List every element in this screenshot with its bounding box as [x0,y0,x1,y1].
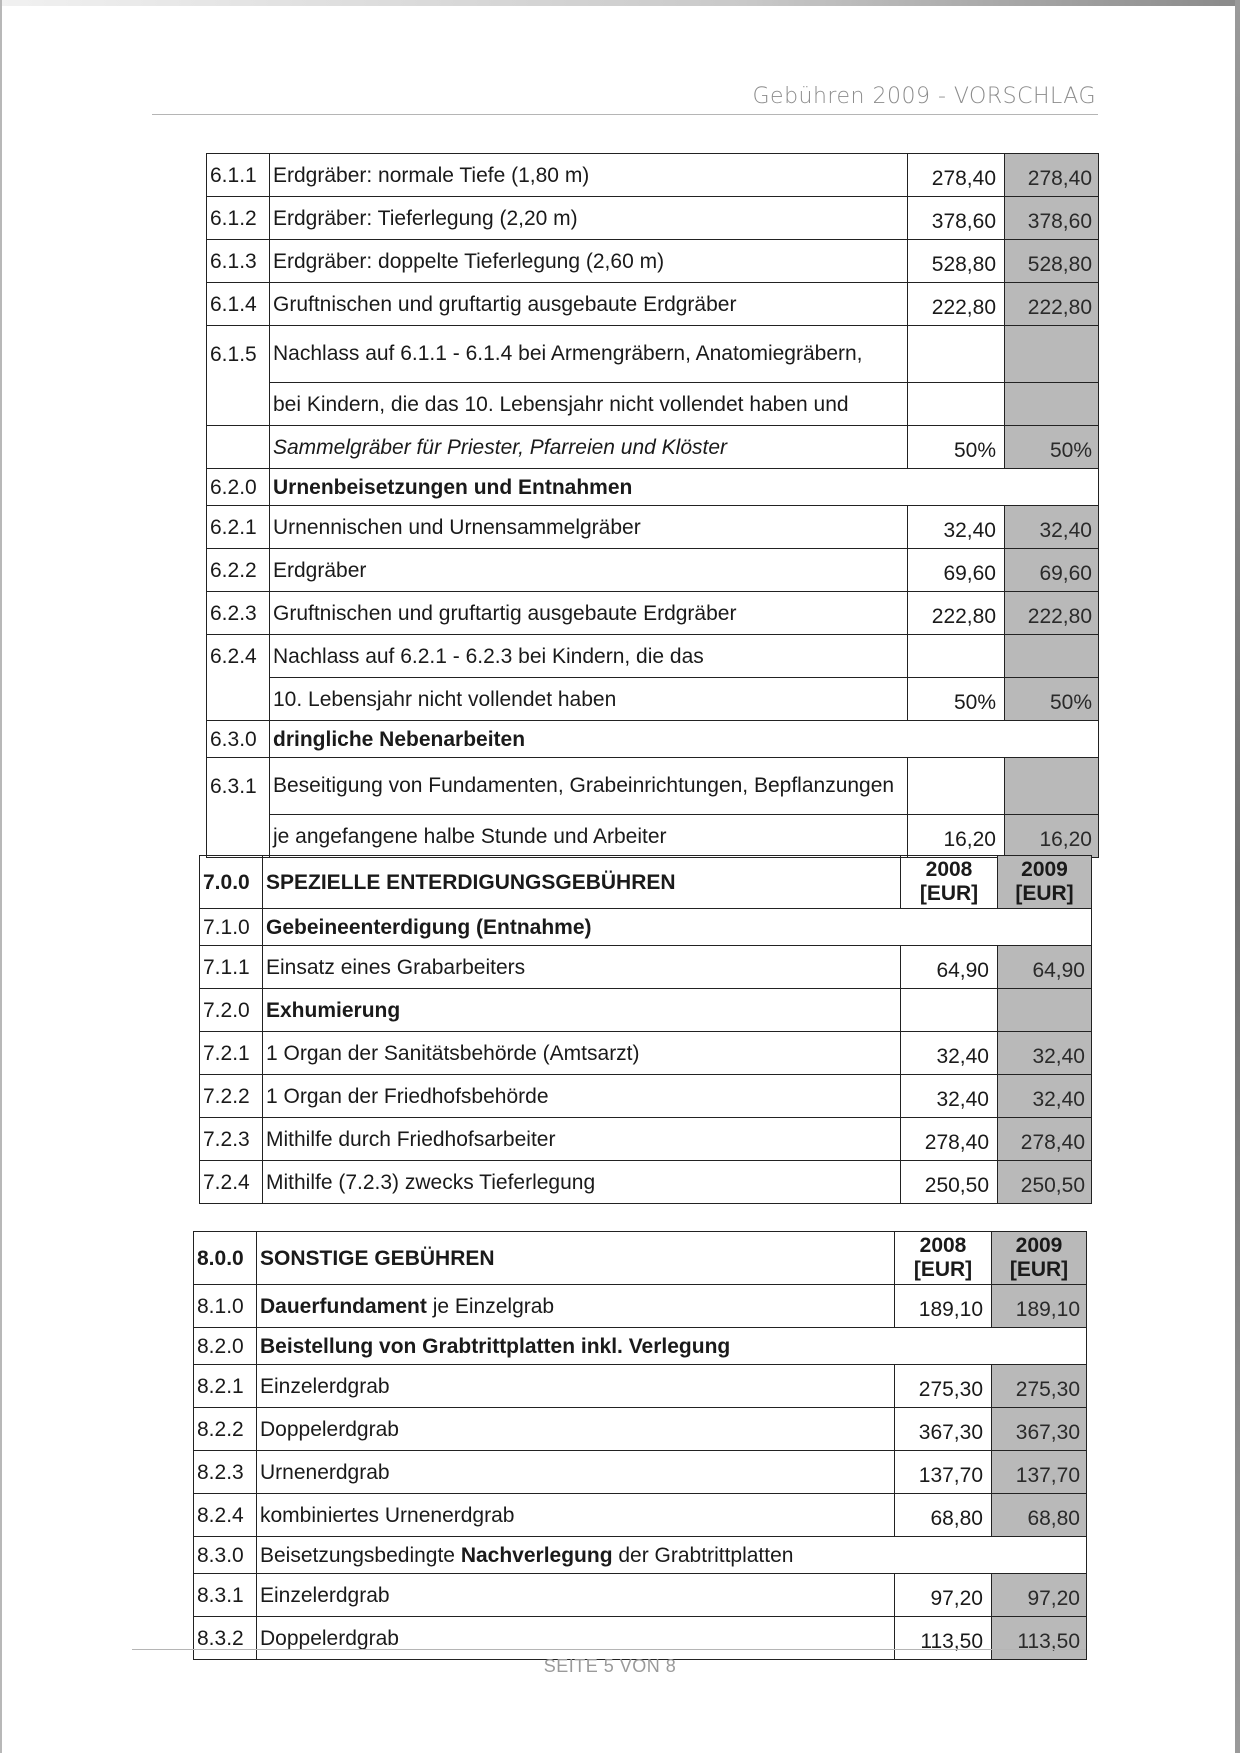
fee-2009: 378,60 [1005,197,1099,240]
fee-2009: 113,50 [992,1617,1087,1660]
fee-table-section-8 [193,1231,1087,1660]
item-description-pre: Beisetzungsbedingte [260,1543,461,1567]
fee-2008: 278,40 [901,1118,998,1161]
fee-2008: 528,80 [908,240,1005,283]
table-row [194,1285,1087,1328]
section-heading: dringliche Nebenarbeiten [270,721,1099,758]
fee-2008-empty [908,758,1005,815]
item-number: 7.2.3 [200,1118,263,1161]
table-row [207,815,1099,858]
item-description [257,1285,895,1328]
table-header-row [194,1232,1087,1285]
header-divider [152,114,1098,115]
item-number: 6.2.3 [207,592,270,635]
fee-2008: 32,40 [908,506,1005,549]
table-row [194,1537,1087,1574]
item-description: Sammelgräber für Priester, Pfarreien und Klöster [270,426,908,469]
section-heading [257,1537,1087,1574]
fee-2008-empty [901,989,998,1032]
item-number: 7.2.2 [200,1075,263,1118]
scan-edge-top [0,0,1240,6]
item-description: Urnenerdgrab [257,1451,895,1494]
fee-2009: 189,10 [992,1285,1087,1328]
fee-2009: 222,80 [1005,592,1099,635]
item-description: 1 Organ der Sanitätsbehörde (Amtsarzt) [263,1032,901,1075]
table-row [194,1451,1087,1494]
table-row [207,197,1099,240]
item-number: 8.2.2 [194,1408,257,1451]
table-row [194,1617,1087,1660]
item-number: 8.3.1 [194,1574,257,1617]
fee-2009: 97,20 [992,1574,1087,1617]
fee-2009-empty [1005,758,1099,815]
item-description: Erdgräber: doppelte Tieferlegung (2,60 m) [270,240,908,283]
footer-divider [132,1649,1086,1650]
section-number: 7.0.0 [200,856,263,909]
column-header-2009: 2009 [EUR] [998,856,1092,909]
fee-2009: 64,90 [998,946,1092,989]
fee-2009: 32,40 [1005,506,1099,549]
item-number: 6.3.0 [207,721,270,758]
item-description: Nachlass auf 6.1.1 - 6.1.4 bei Armengräbern, Anatomiegräbern, [270,326,908,383]
table-header-row [200,856,1092,909]
table-row [207,154,1099,197]
item-number: 6.1.4 [207,283,270,326]
item-number: 8.2.1 [194,1365,257,1408]
fee-2008: 64,90 [901,946,998,989]
column-header-2008: 2008 [EUR] [895,1232,992,1285]
table-row [207,678,1099,721]
item-number: 7.1.0 [200,909,263,946]
fee-2009-empty [998,989,1092,1032]
section-title: SPEZIELLE ENTERDIGUNGSGEBÜHREN [263,856,901,909]
fee-2008: 50% [908,426,1005,469]
item-description: Einzelerdgrab [257,1365,895,1408]
item-number: 8.3.0 [194,1537,257,1574]
fee-2009: 278,40 [1005,154,1099,197]
table-row [207,426,1099,469]
item-description: Doppelerdgrab [257,1617,895,1660]
table-row [194,1494,1087,1537]
table-row [194,1574,1087,1617]
item-number: 7.2.4 [200,1161,263,1204]
fee-table-section-7 [199,855,1092,1204]
fee-2009: 16,20 [1005,815,1099,858]
fee-2008: 189,10 [895,1285,992,1328]
table-row [194,1408,1087,1451]
fee-2008: 32,40 [901,1032,998,1075]
table-row [200,1118,1092,1161]
item-description: Mithilfe durch Friedhofsarbeiter [263,1118,901,1161]
fee-2008: 97,20 [895,1574,992,1617]
fee-table-section-6 [206,153,1099,858]
fee-2008: 222,80 [908,592,1005,635]
section-heading: Beistellung von Grabtrittplatten inkl. Verlegung [257,1328,1087,1365]
item-number: 6.3.1 [207,758,270,815]
item-description-bold: Dauerfundament [260,1294,427,1318]
item-number: 8.2.3 [194,1451,257,1494]
fee-2009: 32,40 [998,1075,1092,1118]
item-description: Gruftnischen und gruftartig ausgebaute Erdgräber [270,592,908,635]
item-description: Einzelerdgrab [257,1574,895,1617]
fee-2008: 50% [908,678,1005,721]
item-number: 6.2.0 [207,469,270,506]
section-title: SONSTIGE GEBÜHREN [257,1232,895,1285]
item-description: Urnennischen und Urnensammelgräber [270,506,908,549]
item-description-rest: je Einzelgrab [426,1294,555,1318]
item-number: 6.1.2 [207,197,270,240]
item-number: 7.2.0 [200,989,263,1032]
section-heading: Gebeineenterdigung (Entnahme) [263,909,1092,946]
scan-edge-left [0,0,2,1753]
item-number-empty [207,383,270,426]
table-row [207,240,1099,283]
fee-2008: 113,50 [895,1617,992,1660]
fee-2009: 278,40 [998,1118,1092,1161]
table-row [207,635,1099,678]
table-row [200,1161,1092,1204]
item-number-empty [207,678,270,721]
item-description: Beseitigung von Fundamenten, Grabeinrichtungen, Bepflanzungen [270,758,908,815]
table-row [200,1032,1092,1075]
item-description: Nachlass auf 6.2.1 - 6.2.3 bei Kindern, die das [270,635,908,678]
fee-2009: 137,70 [992,1451,1087,1494]
item-description: je angefangene halbe Stunde und Arbeiter [270,815,908,858]
fee-2008: 16,20 [908,815,1005,858]
item-description: 10. Lebensjahr nicht vollendet haben [270,678,908,721]
table-row [207,758,1099,815]
item-description: Doppelerdgrab [257,1408,895,1451]
scan-edge-right [1235,0,1240,1753]
item-number-empty [207,815,270,858]
table-row [207,549,1099,592]
page-number: SEITE 5 VON 8 [543,1656,677,1676]
fee-2009: 275,30 [992,1365,1087,1408]
table-row [200,909,1092,946]
fee-2009-empty [1005,383,1099,426]
item-description: bei Kindern, die das 10. Lebensjahr nicht vollendet haben und [270,383,908,426]
item-number-empty [207,426,270,469]
fee-2009: 222,80 [1005,283,1099,326]
item-number: 8.3.2 [194,1617,257,1660]
page-header-title: Gebühren 2009 - VORSCHLAG [752,84,1096,109]
fee-2009: 50% [1005,426,1099,469]
fee-2008: 250,50 [901,1161,998,1204]
item-description: Erdgräber [270,549,908,592]
table-row [207,469,1099,506]
fee-2009: 528,80 [1005,240,1099,283]
fee-2009-empty [1005,635,1099,678]
item-description: kombiniertes Urnenerdgrab [257,1494,895,1537]
table-row [200,946,1092,989]
fee-2008-empty [908,383,1005,426]
item-description-bold: Nachverlegung [460,1543,613,1567]
item-description: Erdgräber: Tieferlegung (2,20 m) [270,197,908,240]
fee-2008: 68,80 [895,1494,992,1537]
item-number: 7.1.1 [200,946,263,989]
table-row [207,326,1099,383]
section-heading: Exhumierung [263,989,901,1032]
fee-2008: 275,30 [895,1365,992,1408]
table-row [194,1328,1087,1365]
item-number: 7.2.1 [200,1032,263,1075]
item-number: 6.2.4 [207,635,270,678]
item-number: 6.1.5 [207,326,270,383]
fee-2008: 278,40 [908,154,1005,197]
fee-2009-empty [1005,326,1099,383]
fee-2009: 69,60 [1005,549,1099,592]
fee-2008-empty [908,635,1005,678]
item-description: Mithilfe (7.2.3) zwecks Tieferlegung [263,1161,901,1204]
item-description: Erdgräber: normale Tiefe (1,80 m) [270,154,908,197]
table-row [194,1365,1087,1408]
fee-2009: 32,40 [998,1032,1092,1075]
table-row [207,283,1099,326]
table-row [207,383,1099,426]
fee-2009: 250,50 [998,1161,1092,1204]
item-number: 8.2.4 [194,1494,257,1537]
column-header-2009: 2009 [EUR] [992,1232,1087,1285]
table-row [200,989,1092,1032]
item-number: 8.2.0 [194,1328,257,1365]
item-number: 6.2.1 [207,506,270,549]
item-number: 6.1.1 [207,154,270,197]
item-number: 6.2.2 [207,549,270,592]
table-row [207,506,1099,549]
item-description: 1 Organ der Friedhofsbehörde [263,1075,901,1118]
fee-2008: 137,70 [895,1451,992,1494]
item-number: 8.1.0 [194,1285,257,1328]
table-row [200,1075,1092,1118]
column-header-2008: 2008 [EUR] [901,856,998,909]
fee-2008: 367,30 [895,1408,992,1451]
fee-2008-empty [908,326,1005,383]
item-description: Gruftnischen und gruftartig ausgebaute Erdgräber [270,283,908,326]
fee-2008: 222,80 [908,283,1005,326]
fee-2008: 378,60 [908,197,1005,240]
item-description: Einsatz eines Grabarbeiters [263,946,901,989]
table-row [207,721,1099,758]
section-number: 8.0.0 [194,1232,257,1285]
fee-2009: 50% [1005,678,1099,721]
fee-2008: 69,60 [908,549,1005,592]
item-number: 6.1.3 [207,240,270,283]
item-description-post: der Grabtrittplatten [612,1543,794,1567]
fee-2008: 32,40 [901,1075,998,1118]
table-row [207,592,1099,635]
section-heading: Urnenbeisetzungen und Entnahmen [270,469,1099,506]
fee-2009: 68,80 [992,1494,1087,1537]
fee-2009: 367,30 [992,1408,1087,1451]
